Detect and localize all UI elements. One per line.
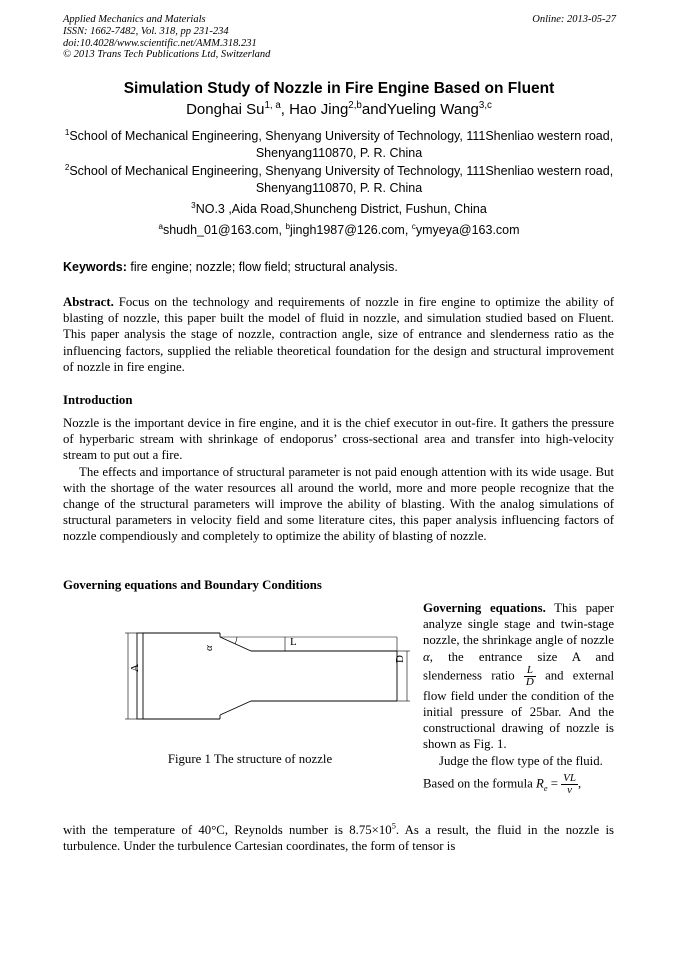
reynolds-numerator: VL [563, 771, 577, 784]
reynolds-fraction [561, 773, 578, 796]
figure-label-alpha: α [203, 645, 215, 651]
affiliation-3 [63, 201, 615, 218]
affiliation-2-text: School of Mechanical Engineering, Shenyang University of Technology, 111Shenliao western road, Shenyang110870, P. R. China [69, 164, 614, 195]
nozzle-figure [125, 615, 415, 725]
affiliation-1-sup: 1 [64, 127, 70, 137]
author-2-sup: 2,b [348, 100, 362, 111]
figure-label-L: L [290, 636, 297, 648]
abstract-text: Focus on the technology and requirements of nozzle in fire engine to optimize the ability of blasting of nozzle, this paper built the model of fluid in nozzle, and simulation studied based on Fluent. This paper analysis the stage of nozzle, contraction angle, size of entrance and slenderness ratio as the influencing factors, supplied the reliable theoretical foundation for the design and structural improvement of nozzle in fire engine. [63, 295, 614, 374]
author-2: , Hao Jing [280, 101, 349, 118]
author-1: Donghai Su [186, 101, 265, 118]
affiliation-1 [63, 128, 615, 162]
reynolds-subscript: e [543, 783, 548, 793]
abstract-label: Abstract. [63, 295, 114, 309]
reynolds-symbol: R [536, 776, 544, 791]
reynolds-exponent: 5 [391, 821, 396, 831]
affiliation-3-text: NO.3 ,Aida Road,Shuncheng District, Fushun, China [195, 202, 487, 216]
author-1-sup: 1, a [264, 100, 281, 111]
formula-comma: , [578, 776, 582, 791]
email-1: shudh_01@163.com, [162, 223, 286, 237]
introduction-heading: Introduction [63, 393, 133, 407]
affiliation-1-text: School of Mechanical Engineering, Shenyang University of Technology, 111Shenliao western road, Shenyang110870, P. R. China [69, 129, 614, 160]
fraction-denominator: D [525, 675, 534, 688]
doi-line: doi:10.4028/www.scientific.net/AMM.318.231 [63, 37, 257, 49]
abstract [63, 294, 614, 375]
email-2-sup: b [285, 221, 290, 231]
issn-line: ISSN: 1662-7482, Vol. 318, pp 231-234 [63, 25, 229, 37]
email-line [63, 222, 615, 239]
affiliation-2 [63, 163, 615, 197]
online-date: Online: 2013-05-27 [532, 14, 616, 25]
email-2: jingh1987@126.com, [289, 223, 412, 237]
email-1-sup: a [158, 221, 163, 231]
governing-equations-text [423, 600, 614, 797]
governing-heading: Governing equations and Boundary Conditions [63, 578, 322, 592]
introduction-body [63, 415, 614, 545]
slenderness-fraction [524, 665, 536, 688]
nozzle-flange [137, 633, 143, 719]
copyright-line: © 2013 Trans Tech Publications Ltd, Switzerland [63, 49, 271, 61]
equals-sign: = [550, 776, 558, 791]
figure-label-D: D [394, 655, 406, 663]
journal-header [63, 14, 270, 61]
governing-text-2: , the entrance size A and slenderness ratio [423, 649, 614, 683]
formula-line [423, 773, 614, 797]
email-3-sup: c [411, 221, 416, 231]
formula-intro: Based on the formula [423, 776, 533, 791]
figure-caption: Figure 1 The structure of nozzle [167, 752, 333, 766]
introduction-paragraph-1: Nozzle is the important device in fire engine, and it is the chief executor in out-fire. It gathers the pressure of hyperbaric stream with shrinkage of endoporus’ cross-sectional area and transfer into high-velocity stream to put out a fire. [63, 416, 614, 463]
affiliation-2-sup: 2 [64, 162, 70, 172]
alpha-symbol: α [423, 649, 430, 664]
fraction-numerator: L [524, 665, 536, 677]
reynolds-text-1: with the temperature of 40°C, Reynolds number is 8.75×10 [63, 823, 392, 837]
judge-flow-paragraph: Judge the flow type of the fluid. [439, 753, 603, 768]
keywords-text: fire engine; nozzle; flow field; structural analysis. [126, 260, 398, 274]
paper-title: Simulation Study of Nozzle in Fire Engine Based on Fluent [123, 80, 555, 97]
author-3-sup: 3,c [478, 100, 492, 111]
journal-name: Applied Mechanics and Materials [63, 14, 206, 25]
affiliation-3-sup: 3 [191, 200, 196, 210]
author-list [0, 101, 678, 118]
author-3: andYueling Wang [361, 101, 479, 118]
governing-text-3: and external flow field under the condition of the initial pressure of 25bar. And the constructional drawing of nozzle is shown as Fig. 1. [423, 668, 615, 752]
governing-text-1: This paper analyze single stage and twin-stage nozzle, the shrinkage angle of nozzle [423, 601, 614, 648]
introduction-paragraph-2: The effects and importance of structural parameter is not paid enough attention with its wide usage. But with the shortage of the water resources all around the world, more and more people recognize that the change of the structural parameters will improve the ability of blasting. With the analog simulations of structural parameters in velocity field and some literature cites, this paper analysis influencing factors of nozzle compendiously and completely to optimize the ability of blasting of nozzle. [63, 464, 614, 544]
governing-sub-label: Governing equations. [423, 601, 546, 615]
figure-label-A: A [129, 664, 141, 672]
email-3: ymyeya@163.com [415, 223, 520, 237]
reynolds-text-2: . As a result, the fluid in the nozzle is turbulence. Under the turbulence Cartesian coordinates, the form of tensor is [63, 823, 614, 854]
keywords [63, 260, 398, 274]
reynolds-denominator: ν [567, 783, 573, 796]
reynolds-paragraph [63, 822, 614, 854]
keywords-label: Keywords: [63, 260, 127, 274]
